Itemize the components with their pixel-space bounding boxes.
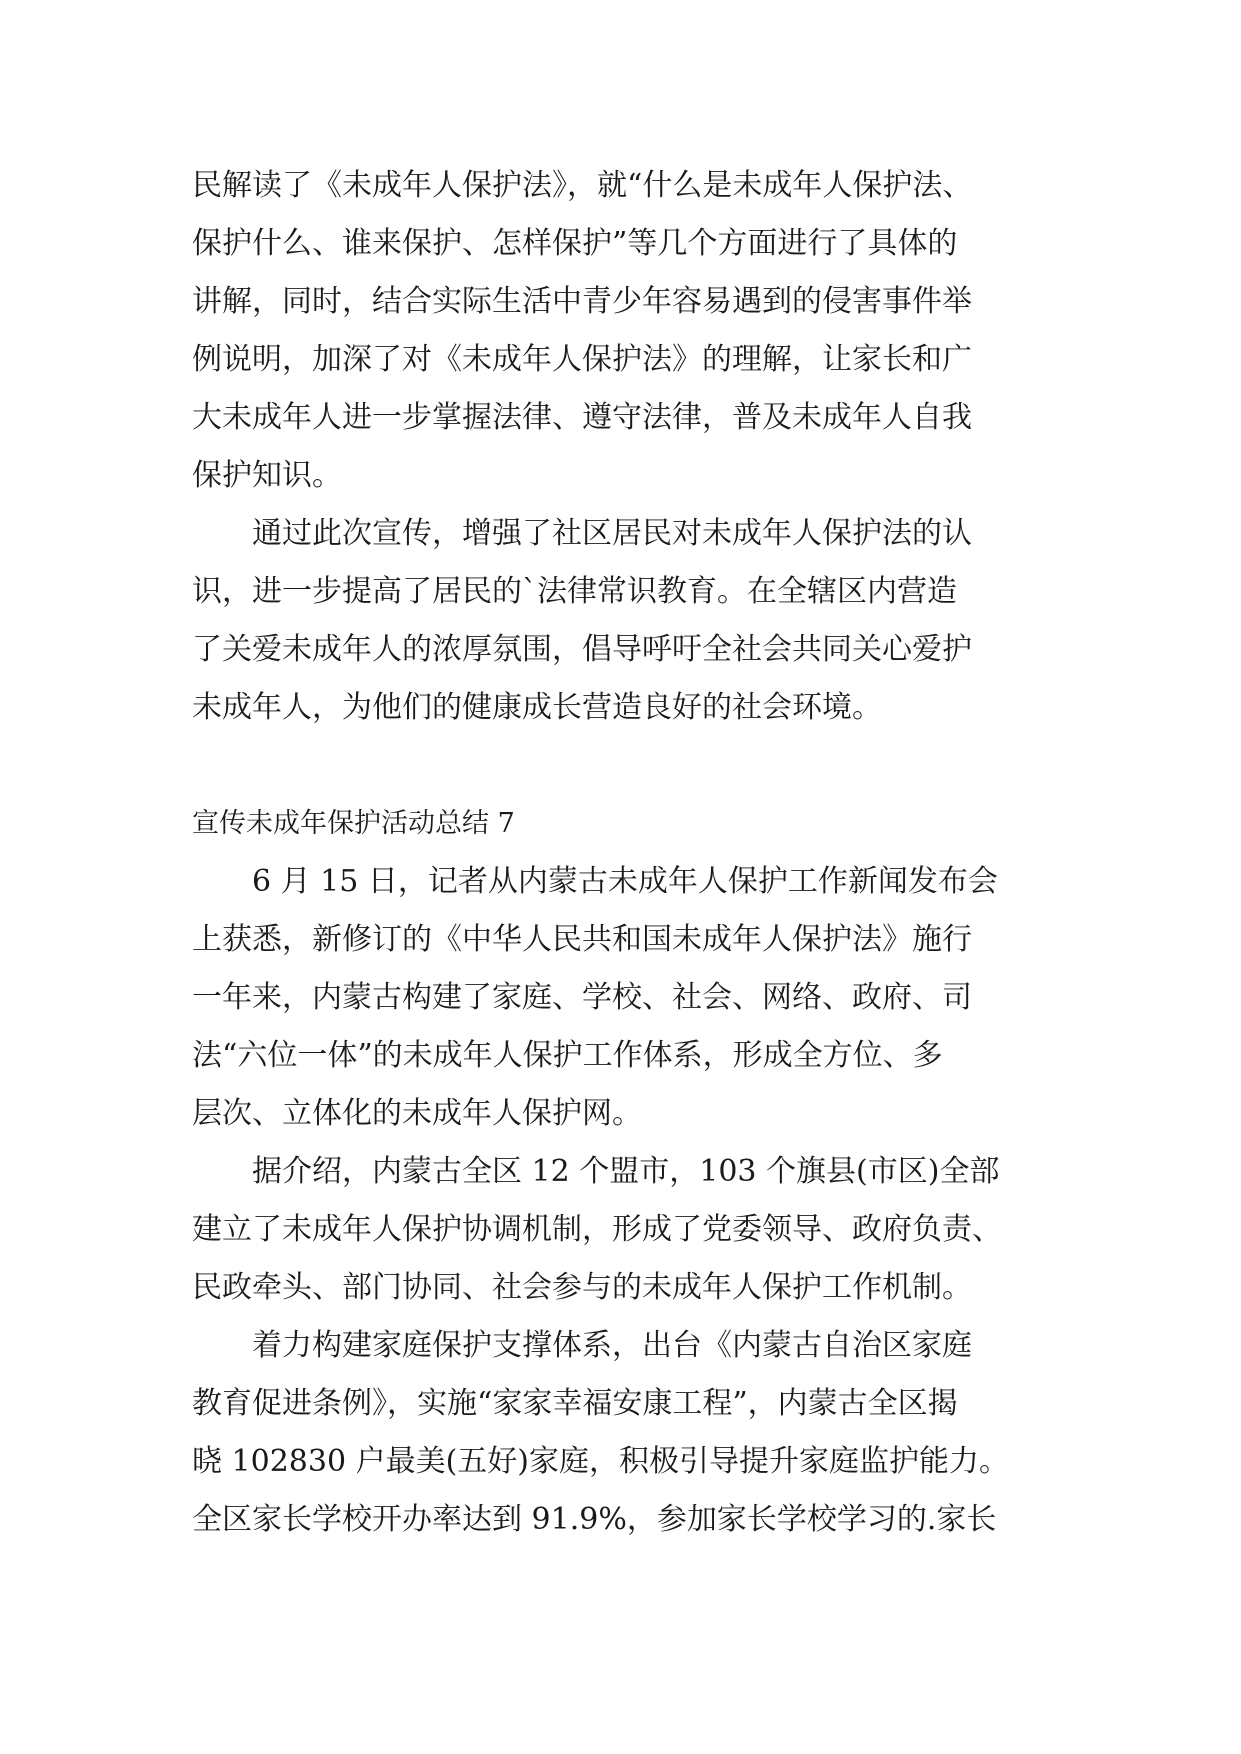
paragraph-5-line-4: 全区家长学校开办率达到 91.9%，参加家长学校学习的.家长 <box>192 1502 997 1537</box>
paragraph-4-line-2: 建立了未成年人保护协调机制，形成了党委领导、政府负责、 <box>192 1212 1002 1247</box>
paragraph-5-line-2: 教育促进条例》，实施“家家幸福安康工程”，内蒙古全区揭 <box>192 1386 958 1421</box>
paragraph-3-line-4: 法“六位一体”的未成年人保护工作体系，形成全方位、多 <box>192 1038 943 1073</box>
paragraph-1-line-3: 讲解，同时，结合实际生活中青少年容易遇到的侵害事件举 <box>192 284 972 319</box>
paragraph-2-line-1: 通过此次宣传，增强了社区居民对未成年人保护法的认 <box>252 516 972 551</box>
paragraph-2-line-4: 未成年人，为他们的健康成长营造良好的社会环境。 <box>192 690 882 725</box>
paragraph-5-line-1: 着力构建家庭保护支撑体系，出台《内蒙古自治区家庭 <box>252 1328 972 1363</box>
paragraph-1-line-4: 例说明，加深了对《未成年人保护法》的理解，让家长和广 <box>192 342 972 377</box>
paragraph-1-line-5: 大未成年人进一步掌握法律、遵守法律，普及未成年人自我 <box>192 400 972 435</box>
paragraph-1-line-1: 民解读了《未成年人保护法》，就“什么是未成年人保护法、 <box>192 168 973 203</box>
paragraph-4-line-1: 据介绍，内蒙古全区 12 个盟市，103 个旗县(市区)全部 <box>252 1154 1000 1189</box>
paragraph-3-line-1: 6 月 15 日，记者从内蒙古未成年人保护工作新闻发布会 <box>252 864 998 899</box>
section-heading: 宣传未成年保护活动总结 7 <box>192 808 515 839</box>
paragraph-1-line-6: 保护知识。 <box>192 458 342 493</box>
paragraph-5-line-3: 晓 102830 户最美(五好)家庭，积极引导提升家庭监护能力。 <box>192 1444 1010 1479</box>
paragraph-3-line-3: 一年来，内蒙古构建了家庭、学校、社会、网络、政府、司 <box>192 980 972 1015</box>
paragraph-2-line-2: 识，进一步提高了居民的`法律常识教育。在全辖区内营造 <box>192 574 957 609</box>
paragraph-2-line-3: 了关爱未成年人的浓厚氛围，倡导呼吁全社会共同关心爱护 <box>192 632 972 667</box>
paragraph-3-line-2: 上获悉，新修订的《中华人民共和国未成年人保护法》施行 <box>192 922 972 957</box>
paragraph-3-line-5: 层次、立体化的未成年人保护网。 <box>192 1096 642 1131</box>
paragraph-4-line-3: 民政牵头、部门协同、社会参与的未成年人保护工作机制。 <box>192 1270 972 1305</box>
paragraph-1-line-2: 保护什么、谁来保护、怎样保护”等几个方面进行了具体的 <box>192 226 958 261</box>
